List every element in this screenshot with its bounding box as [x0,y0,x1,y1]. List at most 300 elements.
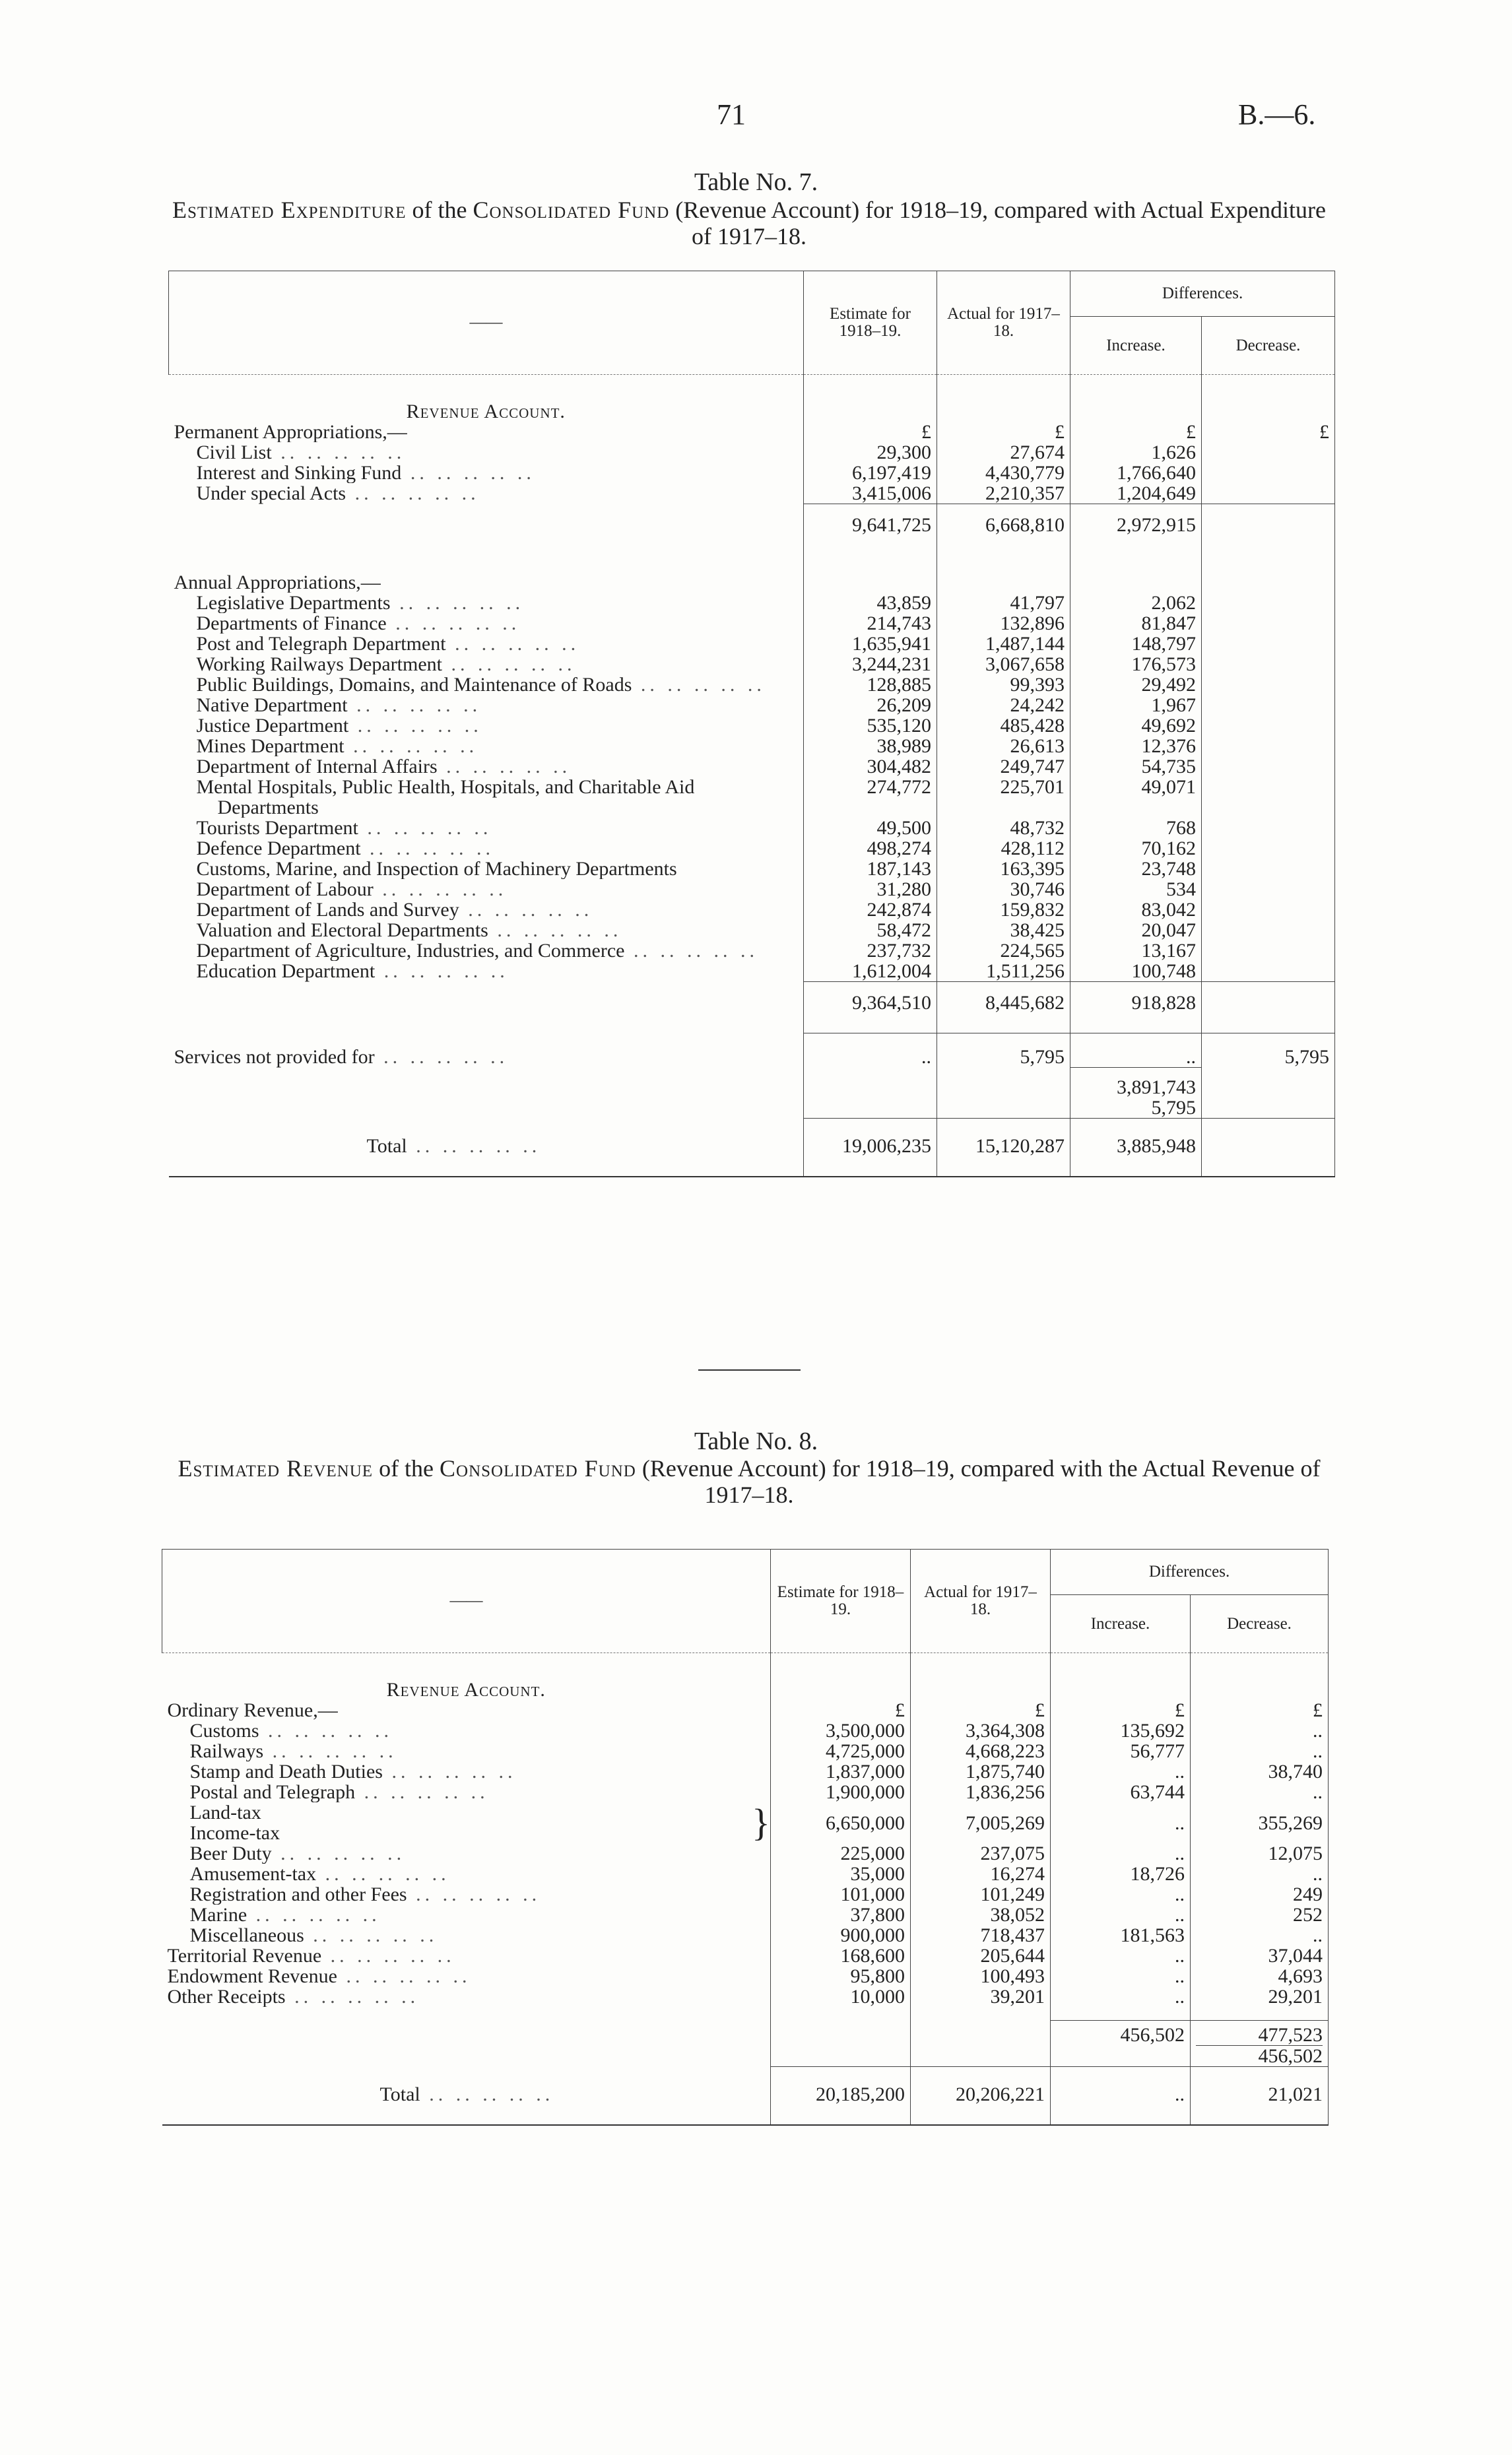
table8-row-a-1-increase: 56,777 [1051,1741,1191,1761]
table8-row-c-0-actual: 205,644 [911,1946,1051,1966]
leader-dots: .. .. .. .. .. [348,715,482,736]
table7-annual-7-label [169,736,804,756]
table8-ordinary-heading: Ordinary Revenue,— [167,1700,338,1720]
table7-annual-7-actual: 26,613 [937,736,1070,756]
table7-permanent-subtotal-actual: 6,668,810 [937,504,1070,536]
leader-dots: .. .. .. .. .. [488,920,622,940]
table7-annual-subtotal-actual: 8,445,682 [937,982,1070,1014]
spacer-cell [937,535,1070,572]
table7-annual-5-label-text: Native Department [196,695,348,715]
table8-row-c-2-increase: .. [1051,1986,1191,2007]
table8-land-income-labels [162,1802,771,1843]
table7-total-actual: 15,120,287 [937,1119,1070,1177]
table7-annual-0-row [169,593,1335,613]
table7-section-title: Revenue Account. [406,401,566,422]
table8-row-a-0-row [162,1720,1329,1741]
table8-row-b-3-estimate: 37,800 [771,1905,911,1925]
table8-total-actual: 20,206,221 [911,2067,1051,2126]
table8-balance-estimate-empty [771,2021,911,2067]
table7-annual-7-estimate: 38,989 [804,736,937,756]
table7-annual-16-estimate: 237,732 [804,940,937,961]
table7-annual-9-label: Mental Hospitals, Public Health, Hospitals, and Charitable Aid Departments [196,777,695,818]
table7-annual-heading-empty [1070,572,1202,593]
table7-annual-3-label-text: Working Railways Department [196,654,442,674]
table7-annual-12-increase: 23,748 [1070,859,1202,879]
table7-annual-11-actual: 428,112 [937,838,1070,859]
table8-row-b-0-estimate: 225,000 [771,1843,911,1864]
table7-annual-4-estimate: 128,885 [804,674,937,695]
table7-annual-10-increase: 768 [1070,818,1202,838]
leader-dots: .. .. .. .. .. [624,940,758,961]
leader-dots: .. .. .. .. .. [271,442,406,463]
table7-annual-9-actual: 225,701 [937,777,1070,818]
table7-annual-15-estimate: 58,472 [804,920,937,940]
table7-header-blank: —— [169,271,804,375]
leader-dots: .. .. .. .. .. [386,613,521,634]
table7-permanent-1-decrease [1202,463,1335,483]
table7-services-actual: 5,795 [937,1033,1070,1068]
table7-annual-6-increase: 49,692 [1070,715,1202,736]
table7-annual-5-actual: 24,242 [937,695,1070,715]
table7-annual-10-row [169,818,1335,838]
spacer-cell [937,1013,1070,1033]
table7-annual-13-label [169,879,804,900]
table7-annual-11-row [169,838,1335,859]
table7-total-label [169,1119,804,1177]
spacer-cell [911,2007,1051,2021]
table8-row-a-2-increase: .. [1051,1761,1191,1782]
table8-row-b-1-increase: 18,726 [1051,1864,1191,1884]
table7-annual-16-label-text: Department of Agriculture, Industries, and Commerce [196,940,625,961]
table7-annual-15-actual: 38,425 [937,920,1070,940]
table7-total-increase: 3,885,948 [1070,1119,1202,1177]
table7-annual-2-label-text: Post and Telegraph Department [196,634,446,654]
leader-dots: .. .. .. .. .. [247,1905,381,1925]
table7-permanent-0-estimate: 29,300 [804,442,937,463]
table7-annual-1-estimate: 214,743 [804,613,937,634]
table8-row-c-2-row [162,1986,1329,2007]
table8-row-b-4-actual: 718,437 [911,1925,1051,1946]
table8-currency-decrease: £ [1191,1700,1329,1720]
table8-row-a-2-row [162,1761,1329,1782]
table7-currency-estimate: £ [804,422,937,442]
table8-total-increase: .. [1051,2067,1191,2126]
spacer-cell [1070,1013,1202,1033]
table7-annual-heading-empty [937,572,1070,593]
leader-dots: .. .. .. .. .. [321,1946,455,1966]
table7-annual-4-label-text: Public Buildings, Domains, and Maintenance of Roads [196,674,632,695]
table7-annual-1-label-text: Departments of Finance [196,613,387,634]
table8-row-c-0-row [162,1946,1329,1966]
leader-dots: .. .. .. .. .. [459,900,593,920]
table7-annual-6-estimate: 535,120 [804,715,937,736]
spacer-cell [1202,535,1335,572]
table7-permanent-1-estimate: 6,197,419 [804,463,937,483]
spacer-cell [169,535,804,572]
table7-permanent-subtotal-decrease [1202,504,1335,536]
table7-annual-0-label-text: Legislative Departments [196,593,391,613]
spacer-cell [771,2007,911,2021]
table7-annual-13-estimate: 31,280 [804,879,937,900]
table7-annual-10-label-text: Tourists Department [196,818,358,838]
table8-balance-decrease-line2: 456,502 [1196,2045,1323,2066]
spacer-cell [1070,535,1202,572]
document-reference: B.—6. [1238,98,1316,131]
table8-row-b-2-actual: 101,249 [911,1884,1051,1905]
table8-row-b-3-decrease: 252 [1191,1905,1329,1925]
table7-annual-10-estimate: 49,500 [804,818,937,838]
table8-row-a-0-actual: 3,364,308 [911,1720,1051,1741]
table7-permanent-2-increase: 1,204,649 [1070,483,1202,504]
leader-dots: .. .. .. .. .. [407,1884,541,1905]
table8-row-b-4-row [162,1925,1329,1946]
table7-annual-6-label-text: Justice Department [196,715,349,736]
table7-permanent-0-decrease [1202,442,1335,463]
table7-annual-3-row [169,654,1335,674]
table8-row-a-2-label [162,1761,771,1782]
table8-row-c-0-decrease: 37,044 [1191,1946,1329,1966]
leader-dots: .. .. .. .. .. [271,1843,406,1864]
table8-row-b-4-label-text: Miscellaneous [189,1925,304,1946]
table8-row-a-3-label [162,1782,771,1802]
table8-land-income-actual: 7,005,269 [911,1802,1051,1843]
table8-row-b-1-row [162,1864,1329,1884]
table7-annual-15-label-text: Valuation and Electoral Departments [196,920,488,940]
table8-row-b-3-label-text: Marine [189,1905,247,1925]
leader-dots: .. .. .. .. .. [358,818,492,838]
table7-annual-17-row [169,961,1335,982]
table7-total-label-text: Total [366,1134,407,1157]
leader-dots: .. .. .. .. .. [337,1966,471,1986]
table7-annual-7-label-text: Mines Department [196,736,345,756]
table7-annual-4-actual: 99,393 [937,674,1070,695]
table7-annual-14-estimate: 242,874 [804,900,937,920]
table7-annual-5-decrease [1202,695,1335,715]
table8-row-a-3-decrease: .. [1191,1782,1329,1802]
table7-balance-estimate-empty [804,1068,937,1119]
leader-dots: .. .. .. .. .. [346,483,480,504]
table7-permanent-0-label [169,442,804,463]
table7-annual-4-decrease [1202,674,1335,695]
table8-row-c-2-decrease: 29,201 [1191,1986,1329,2007]
table7-annual-2-decrease [1202,634,1335,654]
table7-annual-13-actual: 30,746 [937,879,1070,900]
spacer-cell [1191,2007,1329,2021]
table8-row-c-1-increase: .. [1051,1966,1191,1986]
table7-annual-5-label [169,695,804,715]
table7-permanent-1-label-text: Interest and Sinking Fund [196,463,402,483]
table7-header-differences: Differences. [1070,271,1335,317]
leader-dots: .. .. .. .. .. [390,593,525,613]
table8-row-c-2-estimate: 10,000 [771,1986,911,2007]
table7-annual-8-row [169,756,1335,777]
table7-caption-part1: Estimated Expenditure [172,197,407,223]
table7-permanent-2-label-text: Under special Acts [196,483,346,504]
table7-caption-part2: of the [406,197,473,223]
table7-annual-5-estimate: 26,209 [804,695,937,715]
table7-caption-part4: (Revenue Account) for 1918–19, compared with Actual Expenditure of 1917–18. [669,197,1326,249]
table8-row-a-0-increase: 135,692 [1051,1720,1191,1741]
table8-row-b-3-increase: .. [1051,1905,1191,1925]
leader-dots: .. .. .. .. .. [401,463,535,483]
leader-dots: .. .. .. .. .. [360,838,495,859]
table8-row-c-1-decrease: 4,693 [1191,1966,1329,1986]
table8-caption-part1: Estimated Revenue [178,1455,374,1482]
table7-annual-3-decrease [1202,654,1335,674]
table7-permanent-0-row [169,442,1335,463]
table8-row-c-2-label-text: Other Receipts [167,1986,286,2007]
table8-row-a-1-estimate: 4,725,000 [771,1741,911,1761]
table8-row-a-1-decrease: .. [1191,1741,1329,1761]
table7-annual-5-row [169,695,1335,715]
table8-row-c-1-actual: 100,493 [911,1966,1051,1986]
table8-balance-label-empty [162,2021,771,2067]
table7-annual-9-row [169,777,1335,818]
table7-annual-12-label: Customs, Marine, and Inspection of Machinery Departments [196,859,677,879]
leader-dots: .. .. .. .. .. [445,634,580,654]
table7-header-estimate: Estimate for 1918–19. [804,271,937,375]
table7-annual-1-row [169,613,1335,634]
table8-row-c-0-estimate: 168,600 [771,1946,911,1966]
table8-balance-decrease [1191,2021,1329,2067]
table7-total-decrease [1202,1119,1335,1177]
table8-land-income-increase: .. [1051,1802,1191,1843]
table8-income-tax-label: Income-tax [189,1822,280,1843]
table7-balance-increase-line1: 3,891,743 [1117,1076,1196,1098]
table7-annual-11-increase: 70,162 [1070,838,1202,859]
table7-annual-13-label-text: Department of Labour [196,879,374,900]
table8-section-title: Revenue Account. [386,1680,546,1700]
table8-total-row [162,2067,1329,2126]
table7-header-decrease: Decrease. [1202,317,1335,375]
table7-annual-0-decrease [1202,593,1335,613]
table8-header-estimate: Estimate for 1918–19. [771,1550,911,1653]
table8-row-b-2-decrease: 249 [1191,1884,1329,1905]
table7-annual-14-label [169,900,804,920]
table7-caption-part3: Consolidated Fund [473,197,670,223]
spacer-row [162,2007,1329,2021]
table8-currency-actual: £ [911,1700,1051,1720]
spacer-cell [169,1013,804,1033]
table7-annual-1-decrease [1202,613,1335,634]
table7-annual-13-decrease [1202,879,1335,900]
table8-row-a-3-label-text: Postal and Telegraph [189,1782,356,1802]
table7-annual-15-row [169,920,1335,940]
spacer-cell [804,535,937,572]
table7-annual-1-label [169,613,804,634]
table8-row-a-1-label-text: Railways [189,1741,264,1761]
table7-currency-actual: £ [937,422,1070,442]
table8-balance-actual-empty [911,2021,1051,2067]
table7-header-actual: Actual for 1917–18. [937,271,1070,375]
spacer-cell [1051,2007,1191,2021]
table7-permanent-2-decrease [1202,483,1335,504]
table8-row-b-4-decrease: .. [1191,1925,1329,1946]
table8-currency-increase: £ [1051,1700,1191,1720]
table7-annual-heading-row [169,572,1335,593]
table8-row-c-2-label [162,1986,771,2007]
table7-annual-subtotal-estimate: 9,364,510 [804,982,937,1014]
page-number: 71 [717,98,746,131]
table7-body [169,375,1335,1177]
table8-row-a-2-label-text: Stamp and Death Duties [189,1761,383,1782]
table8-row-b-3-label [162,1905,771,1925]
table7-annual-10-actual: 48,732 [937,818,1070,838]
table7-annual-17-label-text: Education Department [196,961,376,982]
leader-dots: .. .. .. .. .. [259,1720,393,1741]
table7-caption [162,197,1336,249]
table7-annual-14-decrease [1202,900,1335,920]
table8-row-a-1-actual: 4,668,223 [911,1741,1051,1761]
table7-annual-subtotal-increase: 918,828 [1070,982,1202,1014]
table7-annual-12-row [169,859,1335,879]
table7-annual-6-actual: 485,428 [937,715,1070,736]
table7-annual-heading-empty [804,572,937,593]
table7-annual-2-estimate: 1,635,941 [804,634,937,654]
table7-annual-11-decrease [1202,838,1335,859]
table8-title: Table No. 8. [694,1427,818,1455]
table7-annual-8-increase: 54,735 [1070,756,1202,777]
table8-balance-increase: 456,502 [1051,2021,1191,2067]
table8-header-differences: Differences. [1051,1550,1329,1595]
table7-permanent-heading: Permanent Appropriations,— [174,422,407,442]
table7-permanent-1-row [169,463,1335,483]
table8-row-b-0-label [162,1843,771,1864]
table8-row-b-1-estimate: 35,000 [771,1864,911,1884]
table7-annual-10-decrease [1202,818,1335,838]
table8-total-label [162,2067,771,2126]
table7-annual-0-actual: 41,797 [937,593,1070,613]
table7-annual-4-label [169,674,804,695]
table8-row-c-0-label-text: Territorial Revenue [167,1946,322,1966]
table7-annual-subtotal-label-empty [169,982,804,1014]
table8-row-b-0-actual: 237,075 [911,1843,1051,1864]
leader-dots: .. .. .. .. .. [355,1782,489,1802]
table7-permanent-2-estimate: 3,415,006 [804,483,937,504]
table8-balance-decrease-line1: 477,523 [1258,2024,1323,2046]
table8-row-a-0-estimate: 3,500,000 [771,1720,911,1741]
table8-row-a-3-row [162,1782,1329,1802]
table7-annual-14-row [169,900,1335,920]
table7-currency-decrease: £ [1202,422,1335,442]
table7-annual-6-decrease [1202,715,1335,736]
table7-services-row [169,1033,1335,1068]
leader-dots: .. .. .. .. .. [304,1925,438,1946]
table7-annual-16-row [169,940,1335,961]
table7-annual-8-label [169,756,804,777]
table7-annual-8-decrease [1202,756,1335,777]
table7-annual-7-decrease [1202,736,1335,756]
table7-annual-15-decrease [1202,920,1335,940]
table7-permanent-0-increase: 1,626 [1070,442,1202,463]
table8-row-b-0-row [162,1843,1329,1864]
table8-row-b-3-actual: 38,052 [911,1905,1051,1925]
table8-row-a-1-row [162,1741,1329,1761]
table8-land-income-estimate: 6,650,000 [771,1802,911,1843]
table8-row-c-1-estimate: 95,800 [771,1966,911,1986]
table7-annual-2-increase: 148,797 [1070,634,1202,654]
table7-annual-0-increase: 2,062 [1070,593,1202,613]
table8-land-tax-label: Land-tax [189,1802,261,1823]
table8-body [162,1653,1329,2126]
table7-annual-17-increase: 100,748 [1070,961,1202,982]
table7-annual-11-label-text: Defence Department [196,838,361,859]
table7-annual-16-label [169,940,804,961]
table7-permanent-subtotal-estimate: 9,641,725 [804,504,937,536]
table7-annual-2-row [169,634,1335,654]
table8-row-a-0-label-text: Customs [189,1720,259,1741]
table7-balance-label-empty [169,1068,804,1119]
table7-total-row [169,1119,1335,1177]
table7-permanent-subtotal-row [169,504,1335,536]
table7-permanent-subtotal-label-empty [169,504,804,536]
table8-row-c-1-label-text: Endowment Revenue [167,1966,337,1986]
table7-annual-subtotal-row [169,982,1335,1014]
leader-dots: .. .. .. .. .. [373,879,508,900]
table8-total-estimate: 20,185,200 [771,2067,911,2126]
table8-land-income-row [162,1802,1329,1843]
table8-total-label-text: Total [379,2083,420,2105]
table7-annual-16-actual: 224,565 [937,940,1070,961]
table7-annual-0-estimate: 43,859 [804,593,937,613]
table7-annual-subtotal-decrease [1202,982,1335,1014]
table7-permanent-1-actual: 4,430,779 [937,463,1070,483]
table8-row-a-3-actual: 1,836,256 [911,1782,1051,1802]
brace-icon: } [752,1802,770,1843]
table8-row-c-1-row [162,1966,1329,1986]
table8-row-b-4-increase: 181,563 [1051,1925,1191,1946]
table8-row-c-1-label [162,1966,771,1986]
table8-row-b-1-label-text: Amusement-tax [189,1864,317,1884]
leader-dots: .. .. .. .. .. [285,1986,420,2007]
table7-annual-7-row [169,736,1335,756]
table7-annual-15-increase: 20,047 [1070,920,1202,940]
table7-permanent-0-label-text: Civil List [196,442,272,463]
table7-annual-17-estimate: 1,612,004 [804,961,937,982]
table7-services-decrease: 5,795 [1202,1033,1335,1068]
table8-row-b-2-label [162,1884,771,1905]
leader-dots: .. .. .. .. .. [442,654,576,674]
table8-header-increase: Increase. [1051,1595,1191,1653]
table7-annual-1-actual: 132,896 [937,613,1070,634]
table7-annual-11-estimate: 498,274 [804,838,937,859]
table7-permanent-2-label [169,483,804,504]
table7-annual-heading-empty [1202,572,1335,593]
table7-annual-5-increase: 1,967 [1070,695,1202,715]
table8-caption [162,1455,1336,1508]
leader-dots: .. .. .. .. .. [375,961,509,982]
spacer-cell [1202,1013,1335,1033]
table8-header-actual: Actual for 1917–18. [911,1550,1051,1653]
table8-currency-estimate: £ [771,1700,911,1720]
table8-row-c-2-actual: 39,201 [911,1986,1051,2007]
table8-row-a-2-estimate: 1,837,000 [771,1761,911,1782]
table7-annual-14-label-text: Department of Lands and Survey [196,900,459,920]
table7-permanent-1-increase: 1,766,640 [1070,463,1202,483]
table8-row-b-2-row [162,1884,1329,1905]
leader-dots: .. .. .. .. .. [316,1864,450,1884]
table7-annual-7-increase: 12,376 [1070,736,1202,756]
leader-dots: .. .. .. .. .. [382,1761,517,1782]
table7-total-estimate: 19,006,235 [804,1119,937,1177]
table7-annual-14-increase: 83,042 [1070,900,1202,920]
table8-row-b-3-row [162,1905,1329,1925]
table7-title: Table No. 7. [694,168,818,196]
table8-row-b-0-increase: .. [1051,1843,1191,1864]
table8-row-b-1-decrease: .. [1191,1864,1329,1884]
table7-annual-8-label-text: Department of Internal Affairs [196,756,438,777]
table8-row-a-1-label [162,1741,771,1761]
